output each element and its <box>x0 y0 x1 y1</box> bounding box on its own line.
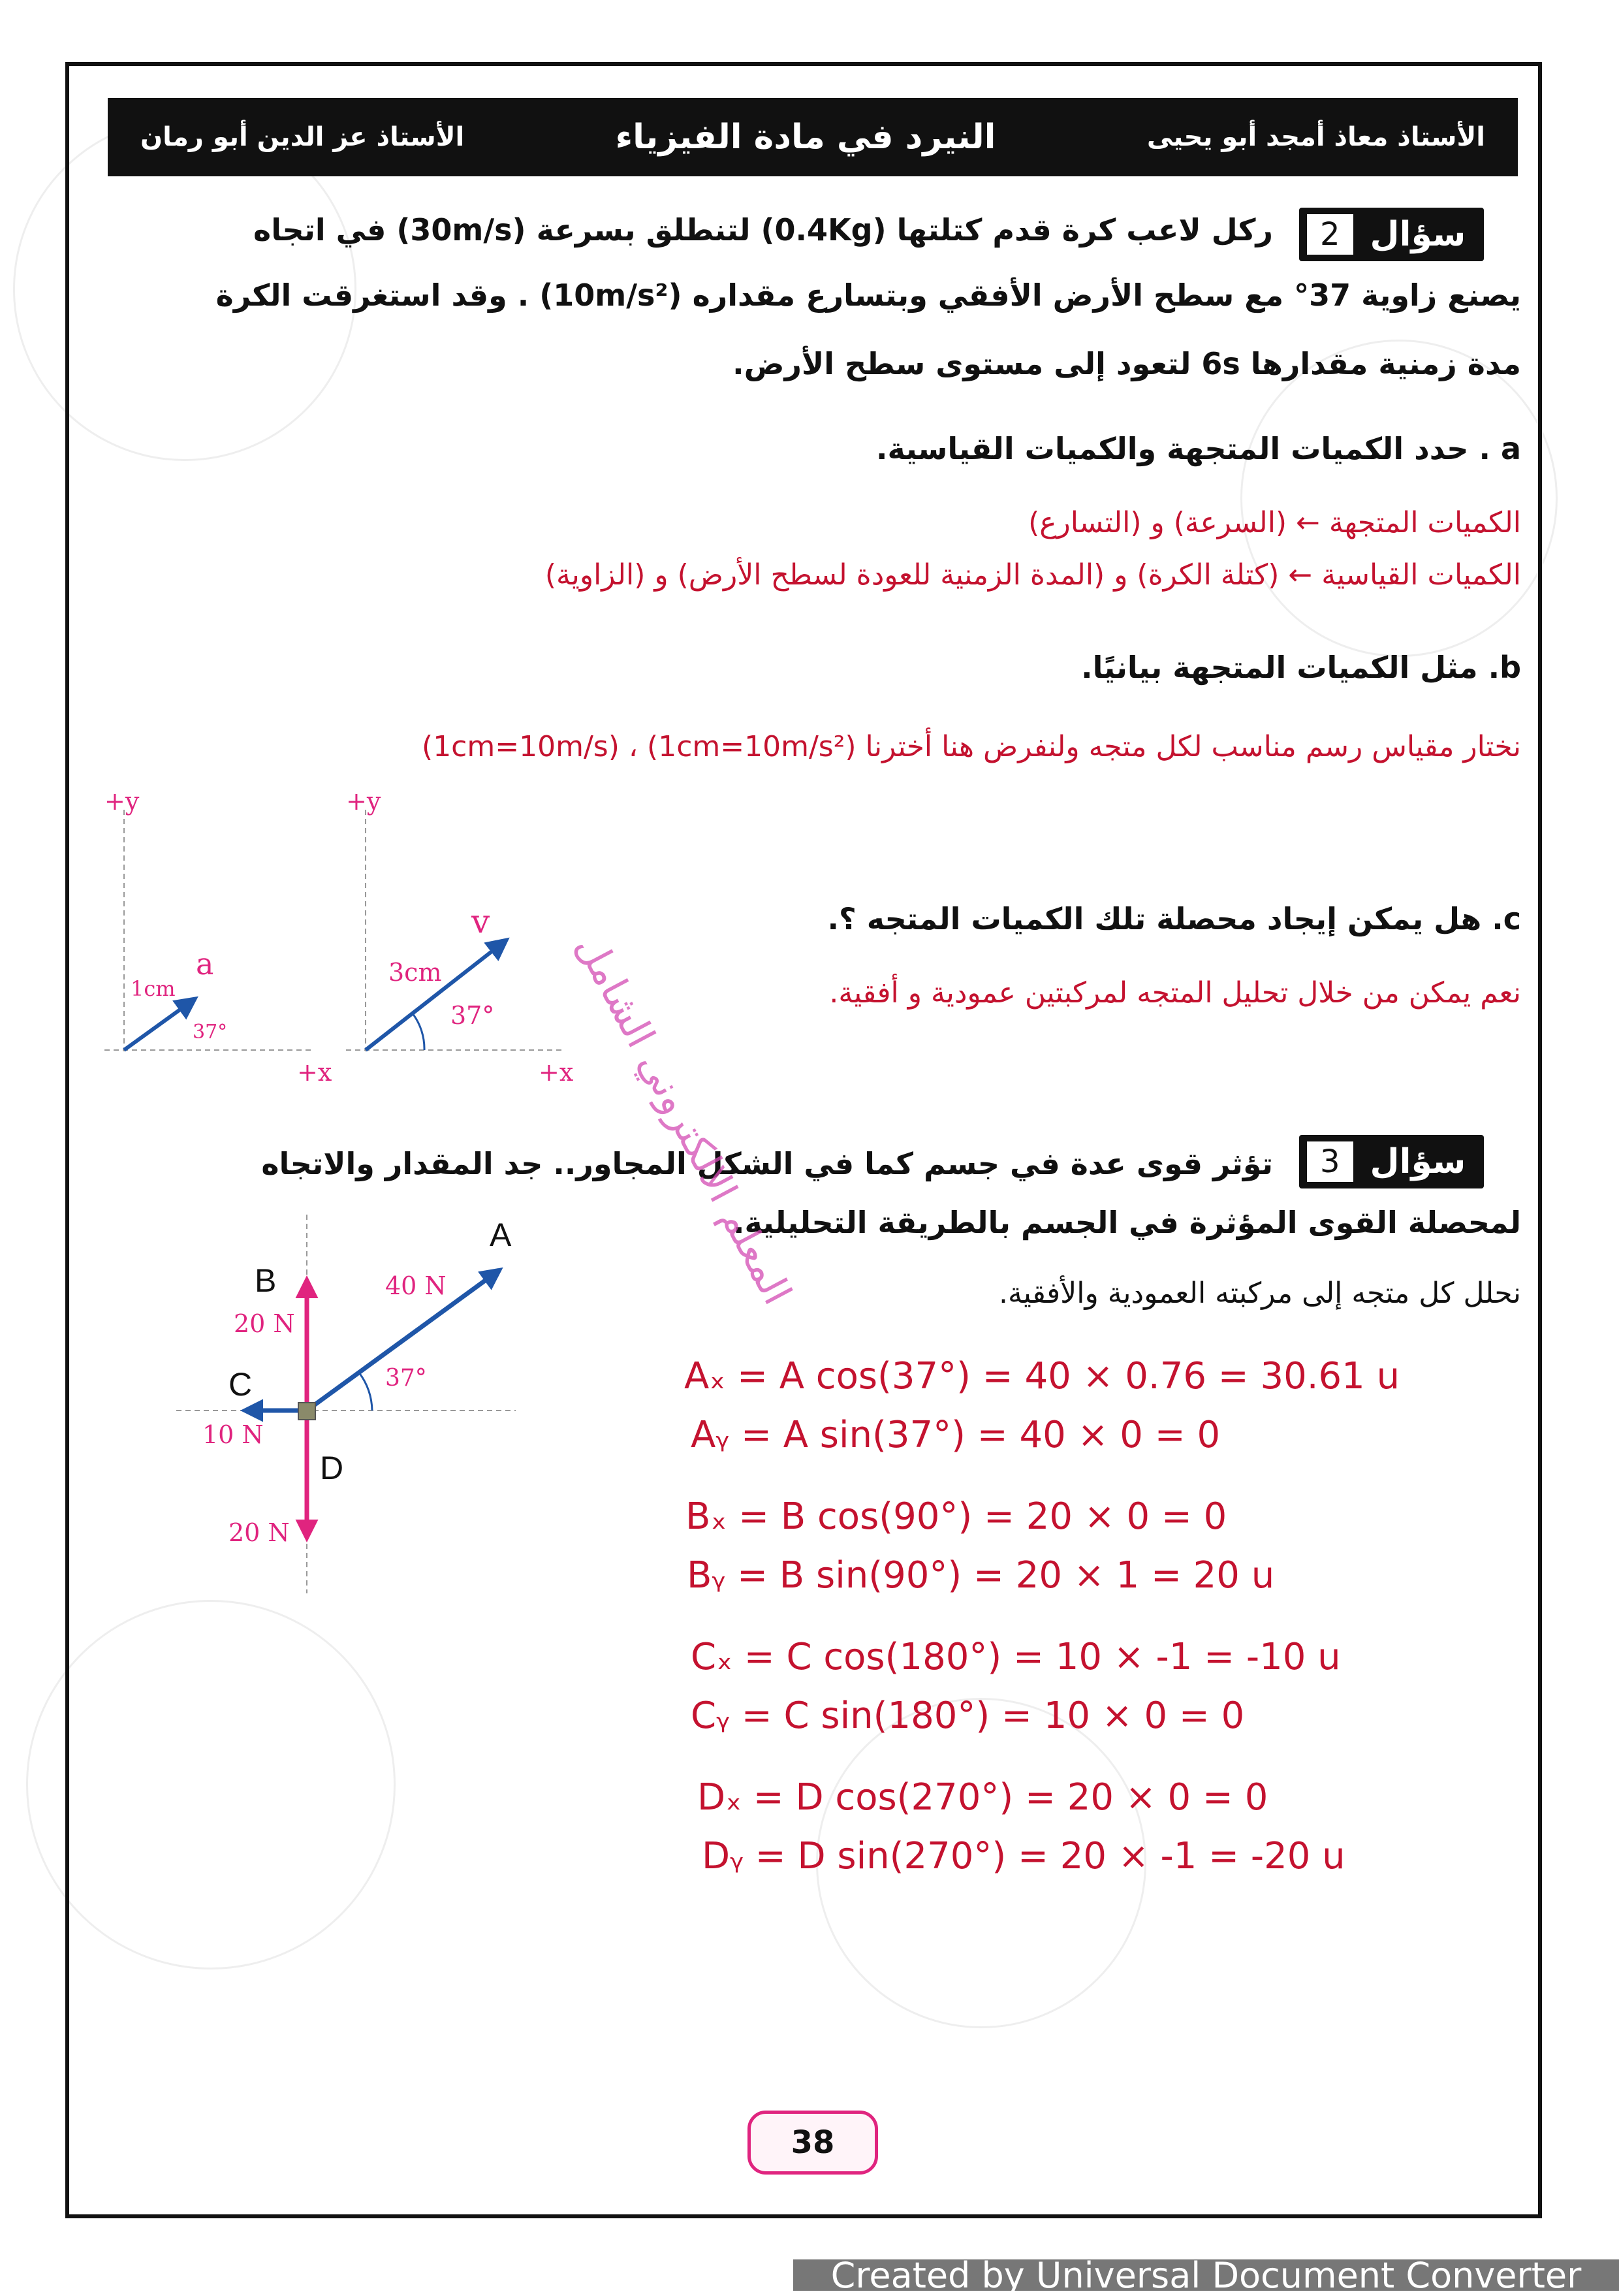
equation-Ay: Aᵧ = A sin(37°) = 40 × 0 = 0 <box>691 1414 1221 1456</box>
equation-Bx: Bₓ = B cos(90°) = 20 × 0 = 0 <box>685 1495 1227 1538</box>
diagram-acceleration <box>104 787 332 1087</box>
body-square <box>298 1403 315 1420</box>
equation-Ax: Aₓ = A cos(37°) = 40 × 0.76 = 30.61 u <box>684 1355 1400 1397</box>
force-A-magnitude: 40 N <box>385 1271 447 1300</box>
q2-c-answer: نعم يمكن من خلال تحليل المتجه لمركبتين عمودية و أفقية. <box>829 976 1521 1010</box>
velocity-vector <box>366 940 506 1050</box>
q3-line-3: نحلل كل متجه إلى مركبته العمودية والأفقية. <box>999 1277 1521 1310</box>
equation-Cy: Cᵧ = C sin(180°) = 10 × 0 = 0 <box>691 1695 1245 1737</box>
q2-c-question: c. هل يمكن إيجاد محصلة تلك الكميات المتجه ؟. <box>827 901 1521 936</box>
angle-label: 37° <box>450 1001 495 1030</box>
vector-label: v <box>471 902 490 940</box>
angle-arc <box>359 1373 372 1411</box>
force-C-label: C <box>228 1366 253 1403</box>
vector-diagrams <box>98 784 594 1097</box>
header-teacher-right: الأستاذ معاذ أمجد أبو يحيى <box>1146 122 1485 152</box>
force-diagram <box>163 1202 555 1606</box>
force-B-magnitude: 20 N <box>234 1309 295 1338</box>
question-3-badge <box>1299 1135 1484 1188</box>
force-D-magnitude: 20 N <box>228 1518 290 1547</box>
question-number: 3 <box>1307 1141 1353 1182</box>
force-D-label: D <box>320 1450 344 1486</box>
angle-label: 37° <box>193 1021 228 1044</box>
q2-a-question: a . حدد الكميات المتجهة والكميات القياسية. <box>876 431 1521 466</box>
vector-label: a <box>196 946 214 981</box>
diagonal-watermark: المعلم الالكتروني الشامل <box>567 927 800 1313</box>
length-label: 3cm <box>388 958 442 987</box>
question-word: سؤال <box>1370 215 1466 254</box>
q2-line-2: يصنع زاوية 37° مع سطح الأرض الأفقي وبتسارع مقداره (10m/s²) . وقد استغرقت الكرة <box>215 278 1521 313</box>
question-2-badge <box>1299 208 1484 261</box>
equation-Dy: Dᵧ = D sin(270°) = 20 × -1 = -20 u <box>702 1835 1345 1877</box>
equation-By: Bᵧ = B sin(90°) = 20 × 1 = 20 u <box>687 1554 1275 1597</box>
equation-Cx: Cₓ = C cos(180°) = 10 × -1 = -10 u <box>691 1636 1341 1678</box>
angle-arc <box>413 1013 424 1050</box>
q3-line-1: تؤثر قوى عدة في جسم كما في الشكل المجاور.. جد المقدار والاتجاه <box>261 1146 1273 1181</box>
q2-b-answer: نختار مقياس رسم مناسب لكل متجه ولنفرض هنا أخترنا (1cm=10m/s²) ، (1cm=10m/s) <box>422 730 1521 763</box>
length-label: 1cm <box>131 976 176 1001</box>
q2-a-answer-2: الكميات القياسية ← (كتلة الكرة) و (المدة الزمنية للعودة لسطح الأرض) و (الزاوية) <box>544 558 1521 592</box>
header-teacher-left: الأستاذ عز الدين أبو رمان <box>140 122 465 152</box>
q2-b-question: b. مثل الكميات المتجهة بيانيًا. <box>1081 650 1521 685</box>
y-axis-label: +y <box>346 787 381 816</box>
q3-line-2: لمحصلة القوى المؤثرة في الجسم بالطريقة التحليلية. <box>733 1205 1521 1240</box>
converter-footer: Created by Universal Document Converter <box>793 2259 1619 2291</box>
question-word: سؤال <box>1370 1142 1466 1181</box>
header-title: النيرد في مادة الفيزياء <box>615 118 996 157</box>
q2-a-answer-1: الكميات المتجهة ← (السرعة) و (التسارع) <box>1028 506 1521 539</box>
page-header <box>108 98 1518 176</box>
page-number: 38 <box>747 2111 878 2175</box>
force-A-label: A <box>490 1217 512 1253</box>
q2-line-3: مدة زمنية مقدارها 6s لتعود إلى مستوى سطح الأرض. <box>732 346 1521 381</box>
angle-label: 37° <box>385 1365 427 1392</box>
question-number: 2 <box>1307 214 1353 255</box>
equation-Dx: Dₓ = D cos(270°) = 20 × 0 = 0 <box>697 1776 1268 1819</box>
diagram-velocity <box>346 787 573 1087</box>
x-axis-label: +x <box>297 1058 332 1087</box>
force-B-label: B <box>255 1262 277 1299</box>
y-axis-label: +y <box>104 787 140 816</box>
acceleration-vector <box>124 999 195 1050</box>
x-axis-label: +x <box>539 1058 574 1087</box>
force-C-magnitude: 10 N <box>202 1420 264 1449</box>
q2-line-1: ركل لاعب كرة قدم كتلتها (0.4Kg) لتنطلق بسرعة (30m/s) في اتجاه <box>253 212 1273 247</box>
